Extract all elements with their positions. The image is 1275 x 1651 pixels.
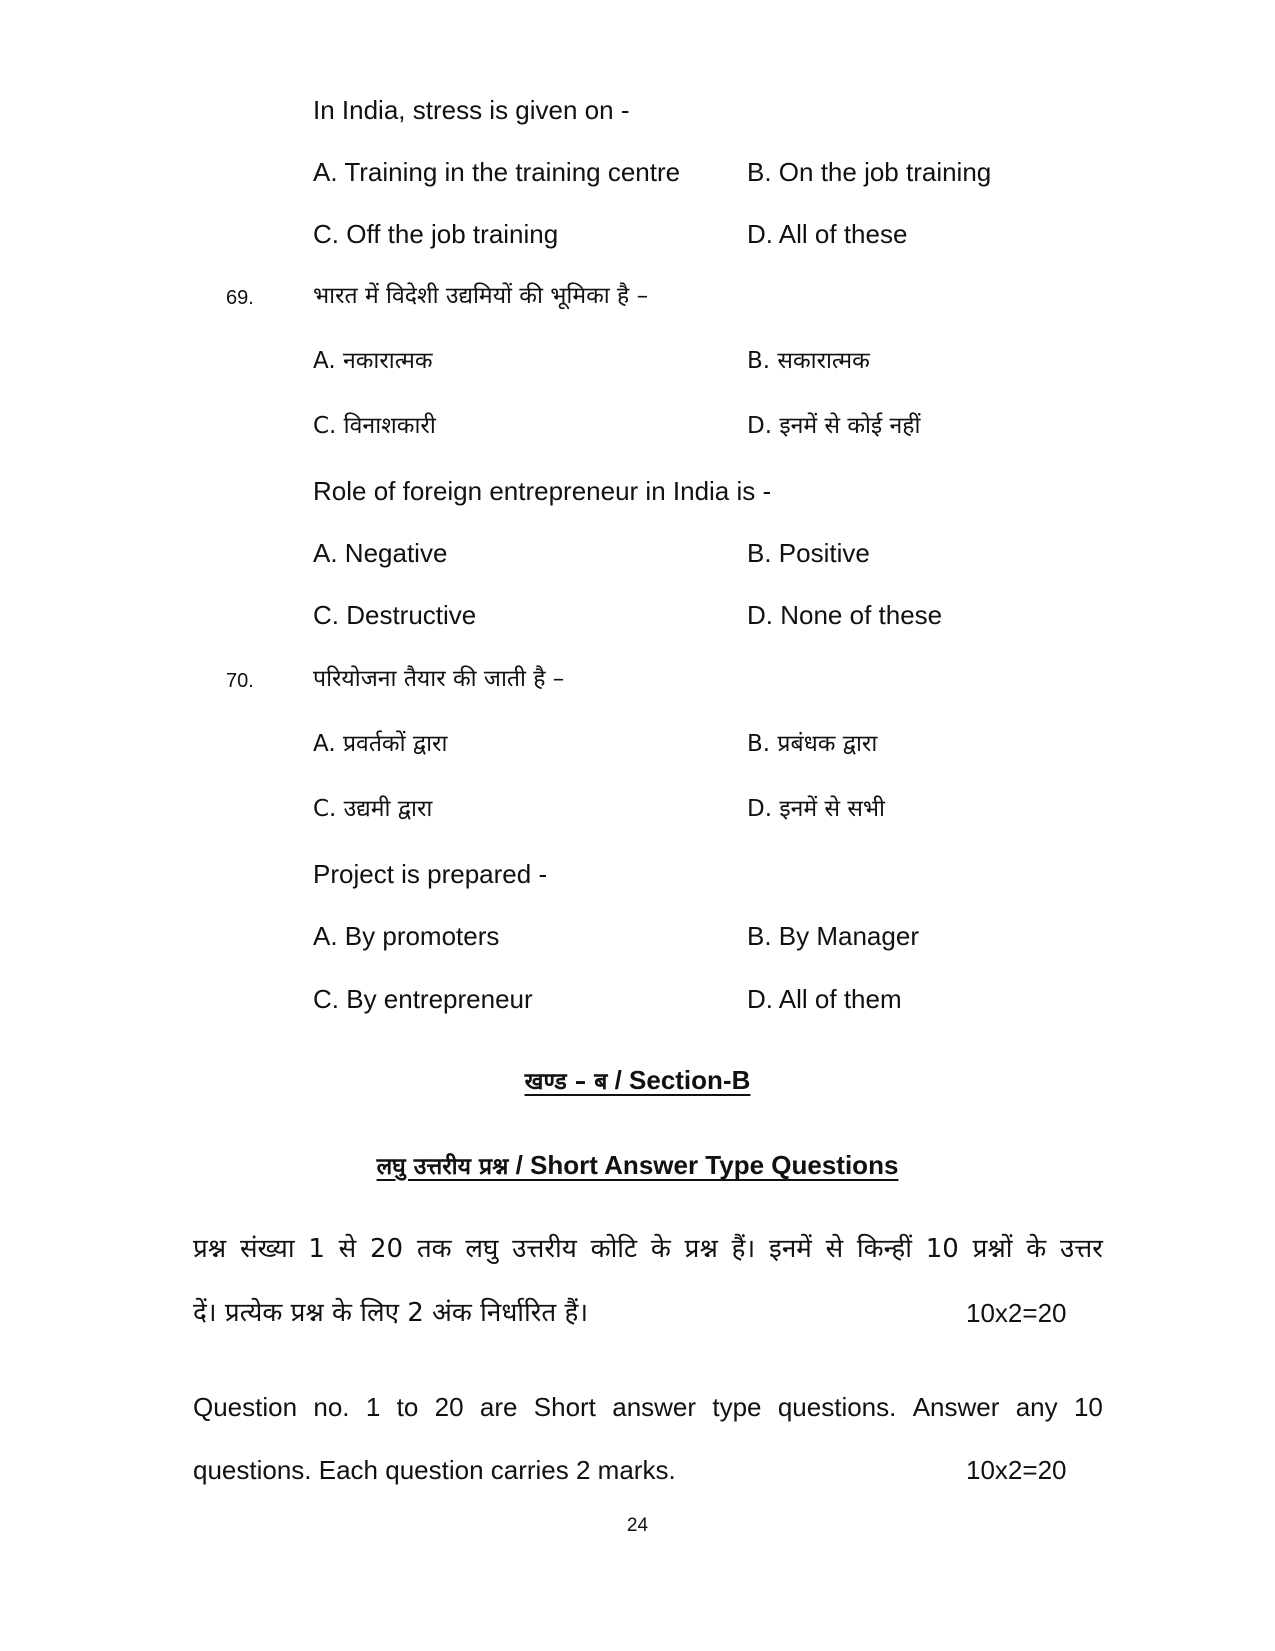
instruction-word: लघु xyxy=(465,1234,499,1264)
instruction-word: to xyxy=(396,1392,419,1422)
instructions-english-line1 xyxy=(193,1391,1103,1423)
instruction-word: किन्हीं xyxy=(856,1234,912,1264)
instruction-word: के xyxy=(650,1234,671,1264)
instruction-word: Answer xyxy=(912,1392,1000,1422)
q69-option-c: C. Destructive xyxy=(313,600,477,630)
q68-option-d: D. All of these xyxy=(747,219,908,249)
instruction-word: उत्तर xyxy=(1059,1234,1103,1264)
instruction-word: के xyxy=(1026,1234,1047,1264)
q69-option-d: D. None of these xyxy=(747,600,943,630)
q70-hindi-option-b: B. प्रबंधक द्वारा xyxy=(747,731,878,757)
q69-hindi-option-c: C. विनाशकारी xyxy=(313,413,436,439)
instruction-word: 10 xyxy=(925,1234,959,1264)
q70-option-d: D. All of them xyxy=(747,984,902,1014)
q70-option-c: C. By entrepreneur xyxy=(313,984,533,1014)
instruction-word: उत्तरीय xyxy=(512,1234,577,1264)
subsection-heading-hindi: लघु उत्तरीय प्रश्न xyxy=(376,1154,509,1180)
q69-hindi-stem: भारत में विदेशी उद्यमियों की भूमिका है – xyxy=(313,283,649,309)
instruction-word: प्रश्नों xyxy=(972,1234,1013,1264)
instruction-word: 1 xyxy=(365,1392,381,1422)
instructions-english-line2: questions. Each question carries 2 marks. xyxy=(193,1455,676,1485)
subsection-heading xyxy=(0,1149,1275,1183)
instruction-word: no. xyxy=(313,1392,350,1422)
q70-hindi-option-c: C. उद्यमी द्वारा xyxy=(313,796,433,822)
page-number: 24 xyxy=(626,1515,649,1536)
instruction-word: type xyxy=(712,1392,762,1422)
instruction-word: प्रश्न xyxy=(193,1234,227,1264)
instructions-hindi-line2: दें। प्रत्येक प्रश्न के लिए 2 अंक निर्धारित हैं। xyxy=(193,1298,589,1328)
q69-hindi-option-b: B. सकारात्मक xyxy=(747,348,870,374)
instruction-word: संख्या xyxy=(239,1234,295,1264)
instruction-word: questions. xyxy=(777,1392,897,1422)
instruction-word: 10 xyxy=(1073,1392,1103,1422)
instruction-word: से xyxy=(338,1234,357,1264)
q68-option-c: C. Off the job training xyxy=(313,219,559,249)
q68-option-b: B. On the job training xyxy=(747,157,992,187)
instructions-english-marks: 10x2=20 xyxy=(966,1455,1067,1485)
q70-number: 70. xyxy=(226,670,254,692)
q69-hindi-option-a: A. नकारात्मक xyxy=(313,348,433,374)
q70-english-stem: Project is prepared - xyxy=(313,859,548,889)
instructions-hindi-marks: 10x2=20 xyxy=(966,1298,1067,1328)
q69-number: 69. xyxy=(226,287,254,309)
instruction-word: तक xyxy=(416,1234,452,1264)
section-heading-hindi: खण्ड – ब xyxy=(524,1069,608,1095)
instruction-word: Short xyxy=(533,1392,596,1422)
section-heading-english: Section-B xyxy=(629,1065,751,1095)
instruction-word: are xyxy=(479,1392,518,1422)
instruction-word: प्रश्न xyxy=(684,1234,718,1264)
instruction-word: कोटि xyxy=(590,1234,638,1264)
instruction-word: answer xyxy=(612,1392,697,1422)
q70-hindi-option-a: A. प्रवर्तकों द्वारा xyxy=(313,731,448,757)
q69-english-stem: Role of foreign entrepreneur in India is - xyxy=(313,476,772,506)
instruction-word: हैं। xyxy=(731,1234,756,1264)
subsection-heading-separator: / xyxy=(508,1150,531,1180)
q69-hindi-option-d: D. इनमें से कोई नहीं xyxy=(747,413,921,439)
q70-option-a: A. By promoters xyxy=(313,921,500,951)
q70-hindi-option-d: D. इनमें से सभी xyxy=(747,796,885,822)
subsection-heading-english: Short Answer Type Questions xyxy=(530,1150,899,1180)
instruction-word: से xyxy=(825,1234,844,1264)
section-heading xyxy=(0,1064,1275,1098)
instructions-hindi-line1 xyxy=(193,1233,1103,1265)
q69-option-b: B. Positive xyxy=(747,538,870,568)
q68-option-a: A. Training in the training centre xyxy=(313,157,681,187)
instruction-word: Question xyxy=(193,1392,298,1422)
q68-english-stem: In India, stress is given on - xyxy=(313,95,630,125)
instruction-word: 1 xyxy=(308,1234,325,1264)
section-heading-separator: / xyxy=(607,1065,630,1095)
q70-option-b: B. By Manager xyxy=(747,921,919,951)
q69-option-a: A. Negative xyxy=(313,538,448,568)
instruction-word: 20 xyxy=(369,1234,404,1264)
q70-hindi-stem: परियोजना तैयार की जाती है – xyxy=(313,666,565,692)
instruction-word: 20 xyxy=(434,1392,464,1422)
instruction-word: any xyxy=(1015,1392,1058,1422)
instruction-word: इनमें xyxy=(769,1234,812,1264)
